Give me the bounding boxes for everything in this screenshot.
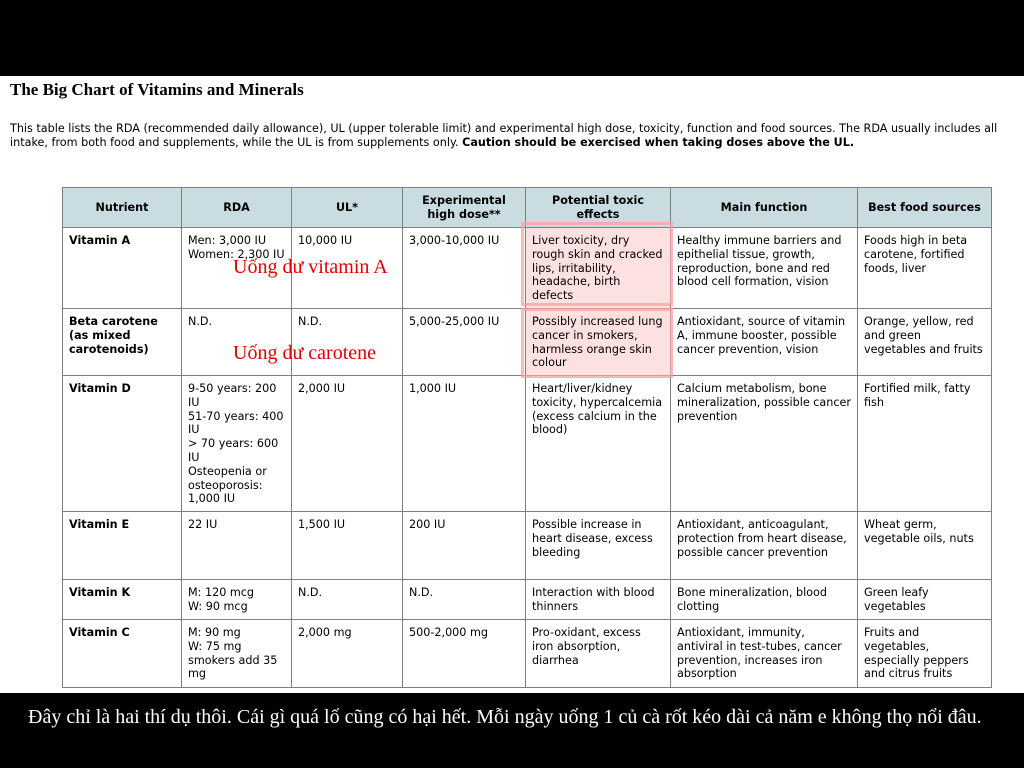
header-rda: RDA [182, 188, 292, 228]
cell-toxic-effects: Interaction with blood thinners [526, 580, 671, 620]
cell-high-dose: 200 IU [403, 512, 526, 580]
cell-function: Antioxidant, source of vitamin A, immune booster, possible cancer prevention, vision [671, 309, 858, 376]
intro-body: This table lists the RDA (recommended daily allowance), UL (upper tolerable limit) and experimental high dose, toxicity, function and food sources. The RDA usually includes all intake, from both food and supplements, while the UL is from supplements only. [10, 122, 998, 149]
cell-sources: Fortified milk, fatty fish [858, 376, 992, 512]
table-row [63, 580, 992, 620]
cell-rda: M: 90 mg W: 75 mg smokers add 35 mg [182, 620, 292, 688]
cell-rda: M: 120 mcg W: 90 mcg [182, 580, 292, 620]
cell-nutrient: Vitamin C [63, 620, 182, 688]
table-row [63, 228, 992, 309]
table-row [63, 309, 992, 376]
document-page [0, 76, 1024, 693]
table-row [63, 376, 992, 512]
annotation-carotene: Uống dư carotene [233, 342, 377, 364]
cell-nutrient: Vitamin D [63, 376, 182, 512]
header-food-sources: Best food sources [858, 188, 992, 228]
cell-rda: 22 IU [182, 512, 292, 580]
page-title: The Big Chart of Vitamins and Minerals [10, 80, 304, 99]
cell-toxic-effects: Possibly increased lung cancer in smokers, harmless orange skin colour [526, 309, 671, 376]
cell-function: Antioxidant, anticoagulant, protection from heart disease, possible cancer prevention [671, 512, 858, 580]
cell-high-dose: N.D. [403, 580, 526, 620]
header-ul: UL* [292, 188, 403, 228]
cell-ul: 1,500 IU [292, 512, 403, 580]
cell-high-dose: 3,000-10,000 IU [403, 228, 526, 309]
cell-ul: N.D. [292, 309, 403, 376]
cell-high-dose: 500-2,000 mg [403, 620, 526, 688]
cell-sources: Fruits and vegetables, especially peppers and citrus fruits [858, 620, 992, 688]
cell-rda: Men: 3,000 IU Women: 2,300 IU [182, 228, 292, 309]
cell-nutrient: Beta carotene (as mixed carotenoids) [63, 309, 182, 376]
cell-nutrient: Vitamin K [63, 580, 182, 620]
header-nutrient: Nutrient [63, 188, 182, 228]
cell-toxic-effects: Liver toxicity, dry rough skin and cracked lips, irritability, headache, birth defects [526, 228, 671, 309]
cell-sources: Wheat germ, vegetable oils, nuts [858, 512, 992, 580]
cell-toxic-effects: Possible increase in heart disease, excess bleeding [526, 512, 671, 580]
cell-function: Bone mineralization, blood clotting [671, 580, 858, 620]
cell-ul: 10,000 IU [292, 228, 403, 309]
cell-sources: Orange, yellow, red and green vegetables and fruits [858, 309, 992, 376]
header-main-function: Main function [671, 188, 858, 228]
intro-caution: Caution should be exercised when taking doses above the UL. [462, 136, 855, 149]
cell-function: Calcium metabolism, bone mineralization, possible cancer prevention [671, 376, 858, 512]
cell-ul: N.D. [292, 580, 403, 620]
cell-nutrient: Vitamin E [63, 512, 182, 580]
cell-sources: Foods high in beta carotene, fortified foods, liver [858, 228, 992, 309]
slide-caption: Đây chỉ là hai thí dụ thôi. Cái gì quá lố cũng có hại hết. Mỗi ngày uống 1 củ cà rốt kéo dài cả năm e không thọ nổi đâu. [28, 706, 982, 728]
table-row [63, 512, 992, 580]
cell-ul: 2,000 mg [292, 620, 403, 688]
cell-function: Healthy immune barriers and epithelial tissue, growth, reproduction, bone and red blood cell formation, vision [671, 228, 858, 309]
cell-ul: 2,000 IU [292, 376, 403, 512]
cell-nutrient: Vitamin A [63, 228, 182, 309]
vitamin-table [62, 187, 992, 688]
cell-toxic-effects: Pro-oxidant, excess iron absorption, diarrhea [526, 620, 671, 688]
table-row [63, 620, 992, 688]
annotation-vitamin-a: Uống dư vitamin A [233, 256, 388, 278]
cell-sources: Green leafy vegetables [858, 580, 992, 620]
header-toxic-effects: Potential toxic effects [526, 188, 671, 228]
cell-function: Antioxidant, immunity, antiviral in test-tubes, cancer prevention, increases iron absorption [671, 620, 858, 688]
cell-rda: N.D. [182, 309, 292, 376]
cell-toxic-effects: Heart/liver/kidney toxicity, hypercalcemia (excess calcium in the blood) [526, 376, 671, 512]
cell-rda: 9-50 years: 200 IU 51-70 years: 400 IU > 70 years: 600 IU Osteopenia or osteoporosis: 1,000 IU [182, 376, 292, 512]
table-header-row [63, 188, 992, 228]
header-experimental-dose: Experimental high dose** [403, 188, 526, 228]
intro-text [10, 122, 1010, 150]
cell-high-dose: 1,000 IU [403, 376, 526, 512]
cell-high-dose: 5,000-25,000 IU [403, 309, 526, 376]
